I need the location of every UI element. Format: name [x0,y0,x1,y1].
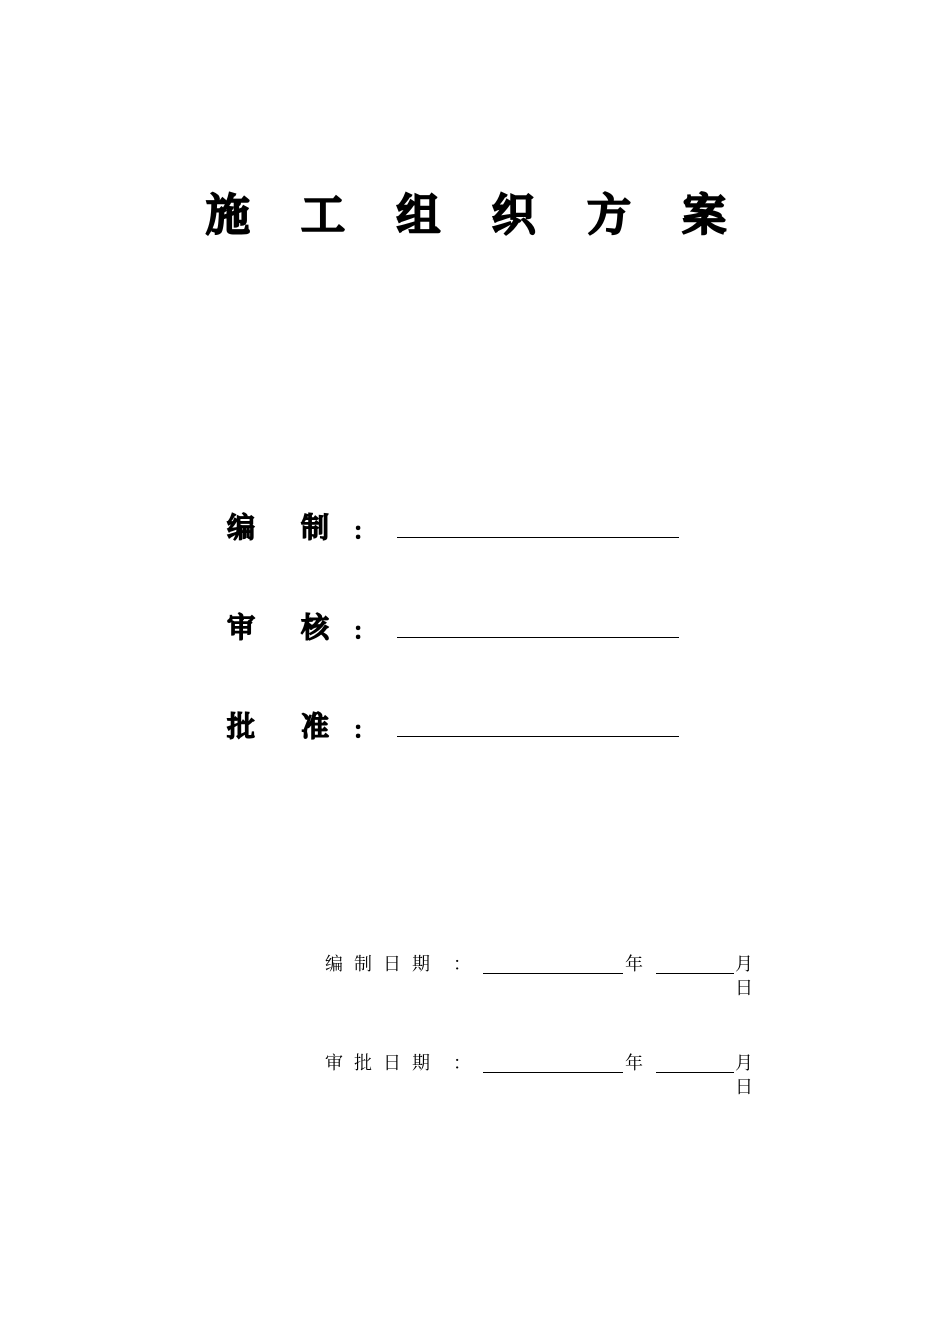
signature-label-char: 批 [227,710,256,743]
signature-colon: ： [353,718,376,744]
year-label: 年 [625,954,643,975]
year-label: 年 [625,1053,643,1074]
signature-blank-line[interactable] [397,637,679,638]
signature-label-char: 编 [227,511,256,544]
year-blank-line[interactable] [483,1072,623,1073]
date-colon: ： [453,954,471,975]
month-label: 月 [735,1053,753,1074]
signature-blank-line[interactable] [397,736,679,737]
month-label: 月 [735,954,753,975]
signature-label-char: 准 [301,710,330,743]
signature-row-review [225,610,685,650]
approval-date-row [325,1052,755,1108]
signature-row-compile [225,510,685,550]
month-blank-line[interactable] [656,1072,734,1073]
document-title: 施 工 组 织 方 案 [205,190,745,241]
signature-colon: ： [353,619,376,645]
signature-colon: ： [353,519,376,545]
signature-label-char: 审 [227,611,256,644]
day-label: 日 [735,1077,753,1098]
date-label: 审批日期 [325,1053,441,1074]
day-label: 日 [735,978,753,999]
date-label: 编制日期 [325,954,441,975]
signature-label-char: 核 [301,611,330,644]
date-colon: ： [453,1053,471,1074]
year-blank-line[interactable] [483,973,623,974]
signature-label-char: 制 [301,511,330,544]
compile-date-row [325,953,755,1009]
signature-blank-line[interactable] [397,537,679,538]
signature-row-approve [225,709,685,749]
month-blank-line[interactable] [656,973,734,974]
